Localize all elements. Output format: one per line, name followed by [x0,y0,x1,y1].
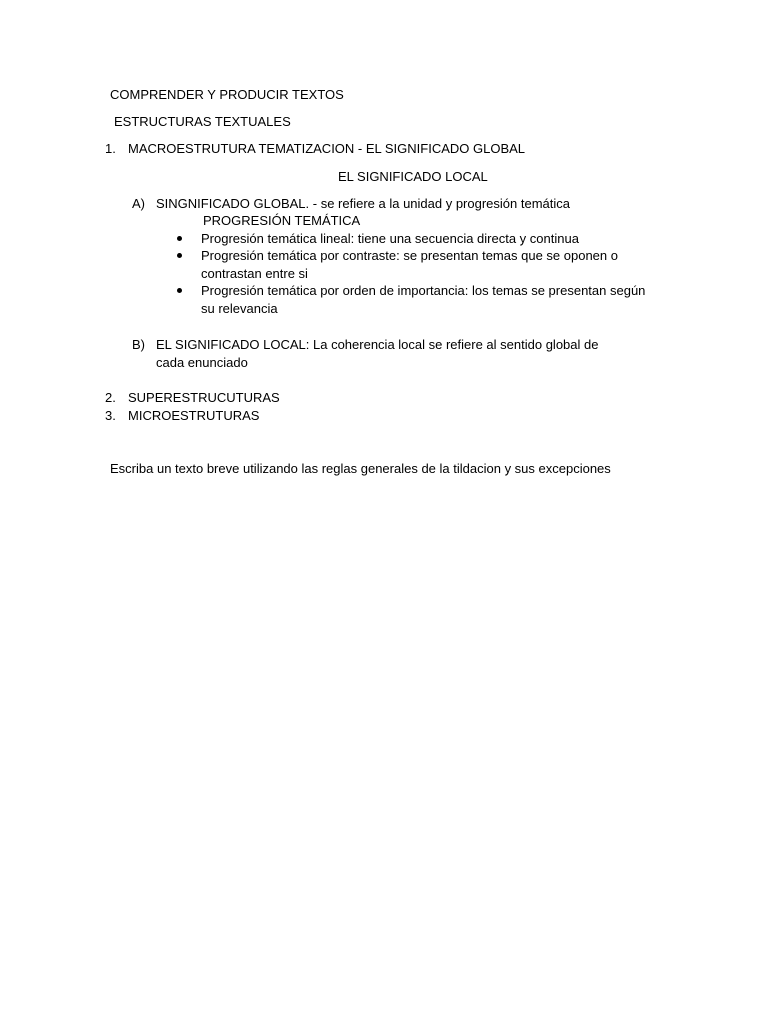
list-number-3: 3. [105,408,116,423]
bullet-item-contraste: Progresión temática por contraste: se presentan temas que se oponen o contrastan entre si [201,248,618,281]
bullet-icon [177,288,182,293]
section-b-marker: B) [132,337,145,352]
section-a-marker: A) [132,196,145,211]
list-number-2: 2. [105,390,116,405]
bullet-icon [177,253,182,258]
section-b-text: EL SIGNIFICADO LOCAL: La coherencia local se refiere al sentido global de cada enunciado [156,337,599,370]
bullet-icon [177,236,182,241]
bullet-item-importancia: Progresión temática por orden de importancia: los temas se presentan según su relevancia [201,283,646,316]
list-item-significado-local: EL SIGNIFICADO LOCAL [338,169,488,184]
list-item-superestructuras: SUPERESTRUCUTURAS [128,390,280,405]
bullet-item-lineal: Progresión temática lineal: tiene una secuencia directa y continua [201,231,579,246]
document-title: COMPRENDER Y PRODUCIR TEXTOS [110,87,344,102]
list-item-macroestructura: MACROESTRUTURA TEMATIZACION - EL SIGNIFICADO GLOBAL [128,141,526,156]
section-a-heading: PROGRESIÓN TEMÁTICA [203,213,361,228]
instruction-text: Escriba un texto breve utilizando las reglas generales de la tildacion y sus excepciones [110,461,611,476]
document-subtitle: ESTRUCTURAS TEXTUALES [114,114,291,129]
list-number-1: 1. [105,141,116,156]
section-a-text: SINGNIFICADO GLOBAL. - se refiere a la unidad y progresión temática [156,196,571,211]
list-item-microestructuras: MICROESTRUTURAS [128,408,260,423]
